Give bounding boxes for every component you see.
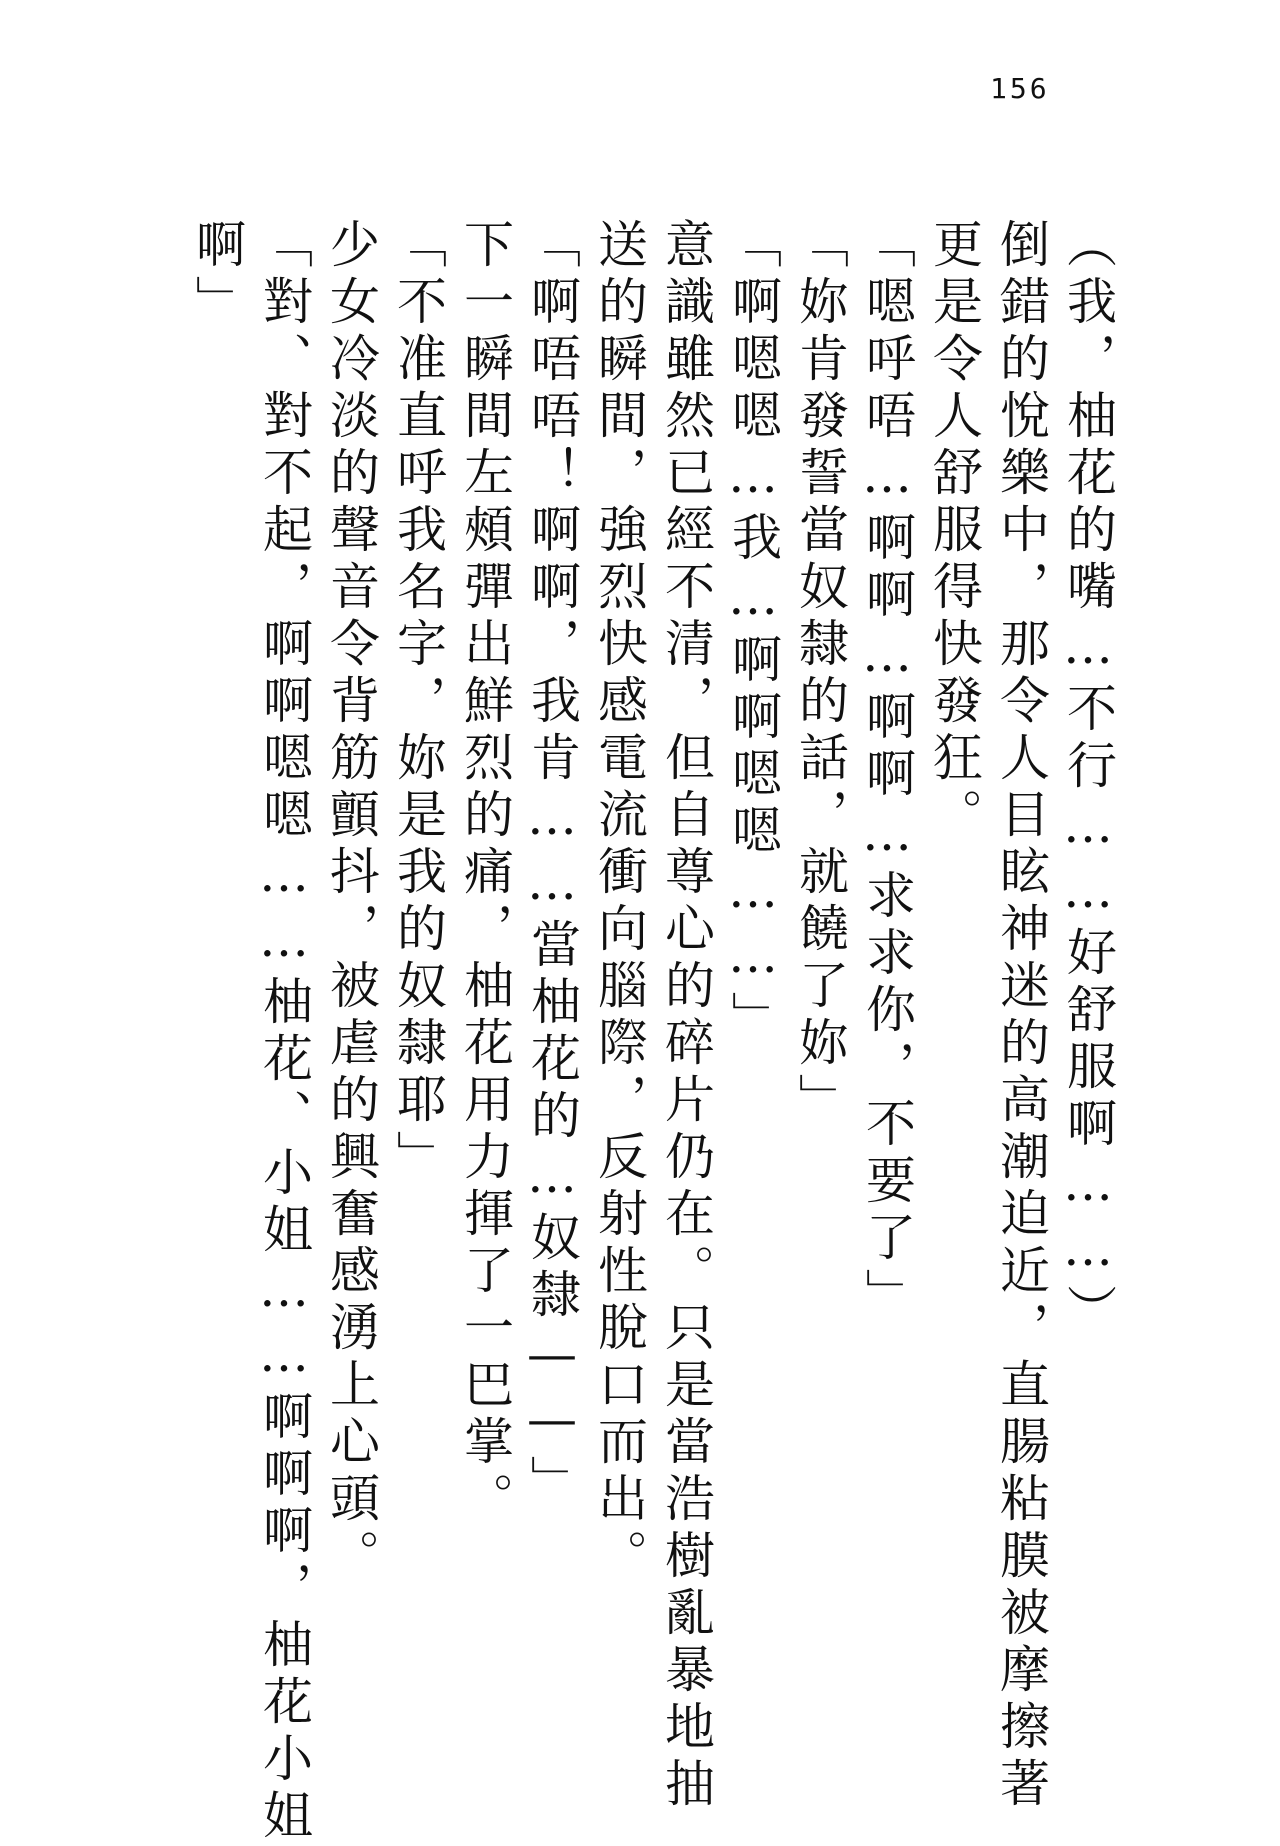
text-column-13: 「對、對不起，啊啊嗯嗯……柚花、小姐……啊啊啊，柚花小姐 [255, 218, 313, 1846]
text-column-7: 意識雖然已經不清，但自尊心的碎片仍在。只是當浩樹亂暴地抽 [657, 218, 715, 1814]
text-column-2: 倒錯的悅樂中，那令人目眩神迷的高潮迫近，直腸粘膜被摩擦著 [992, 218, 1050, 1814]
text-column-9: 「啊唔唔！啊啊，我肯……當柚花的…奴隸——」 [523, 218, 581, 1512]
text-column-14: 啊」 [188, 218, 246, 332]
text-column-6: 「啊嗯嗯…我…啊啊嗯嗯……」 [724, 218, 782, 1048]
text-column-11: 「不准直呼我名字，妳是我的奴隸耶」 [389, 218, 447, 1187]
text-column-5: 「妳肯發誓當奴隸的話，就饒了妳」 [791, 218, 849, 1130]
text-column-8: 送的瞬間，強烈快感電流衝向腦際，反射性脫口而出。 [590, 218, 648, 1586]
text-column-1: （我，柚花的嘴…不行……好舒服啊……） [1059, 218, 1117, 1341]
text-column-4: 「嗯呼唔…啊啊…啊啊…求求你，不要了」 [858, 218, 916, 1325]
text-column-3: 更是令人舒服得快發狂。 [925, 218, 983, 845]
page-number: 156 [990, 72, 1050, 105]
text-column-12: 少女冷淡的聲音令背筋顫抖，被虐的興奮感湧上心頭。 [322, 218, 380, 1586]
text-column-10: 下一瞬間左頰彈出鮮烈的痛，柚花用力揮了一巴掌。 [456, 218, 514, 1529]
